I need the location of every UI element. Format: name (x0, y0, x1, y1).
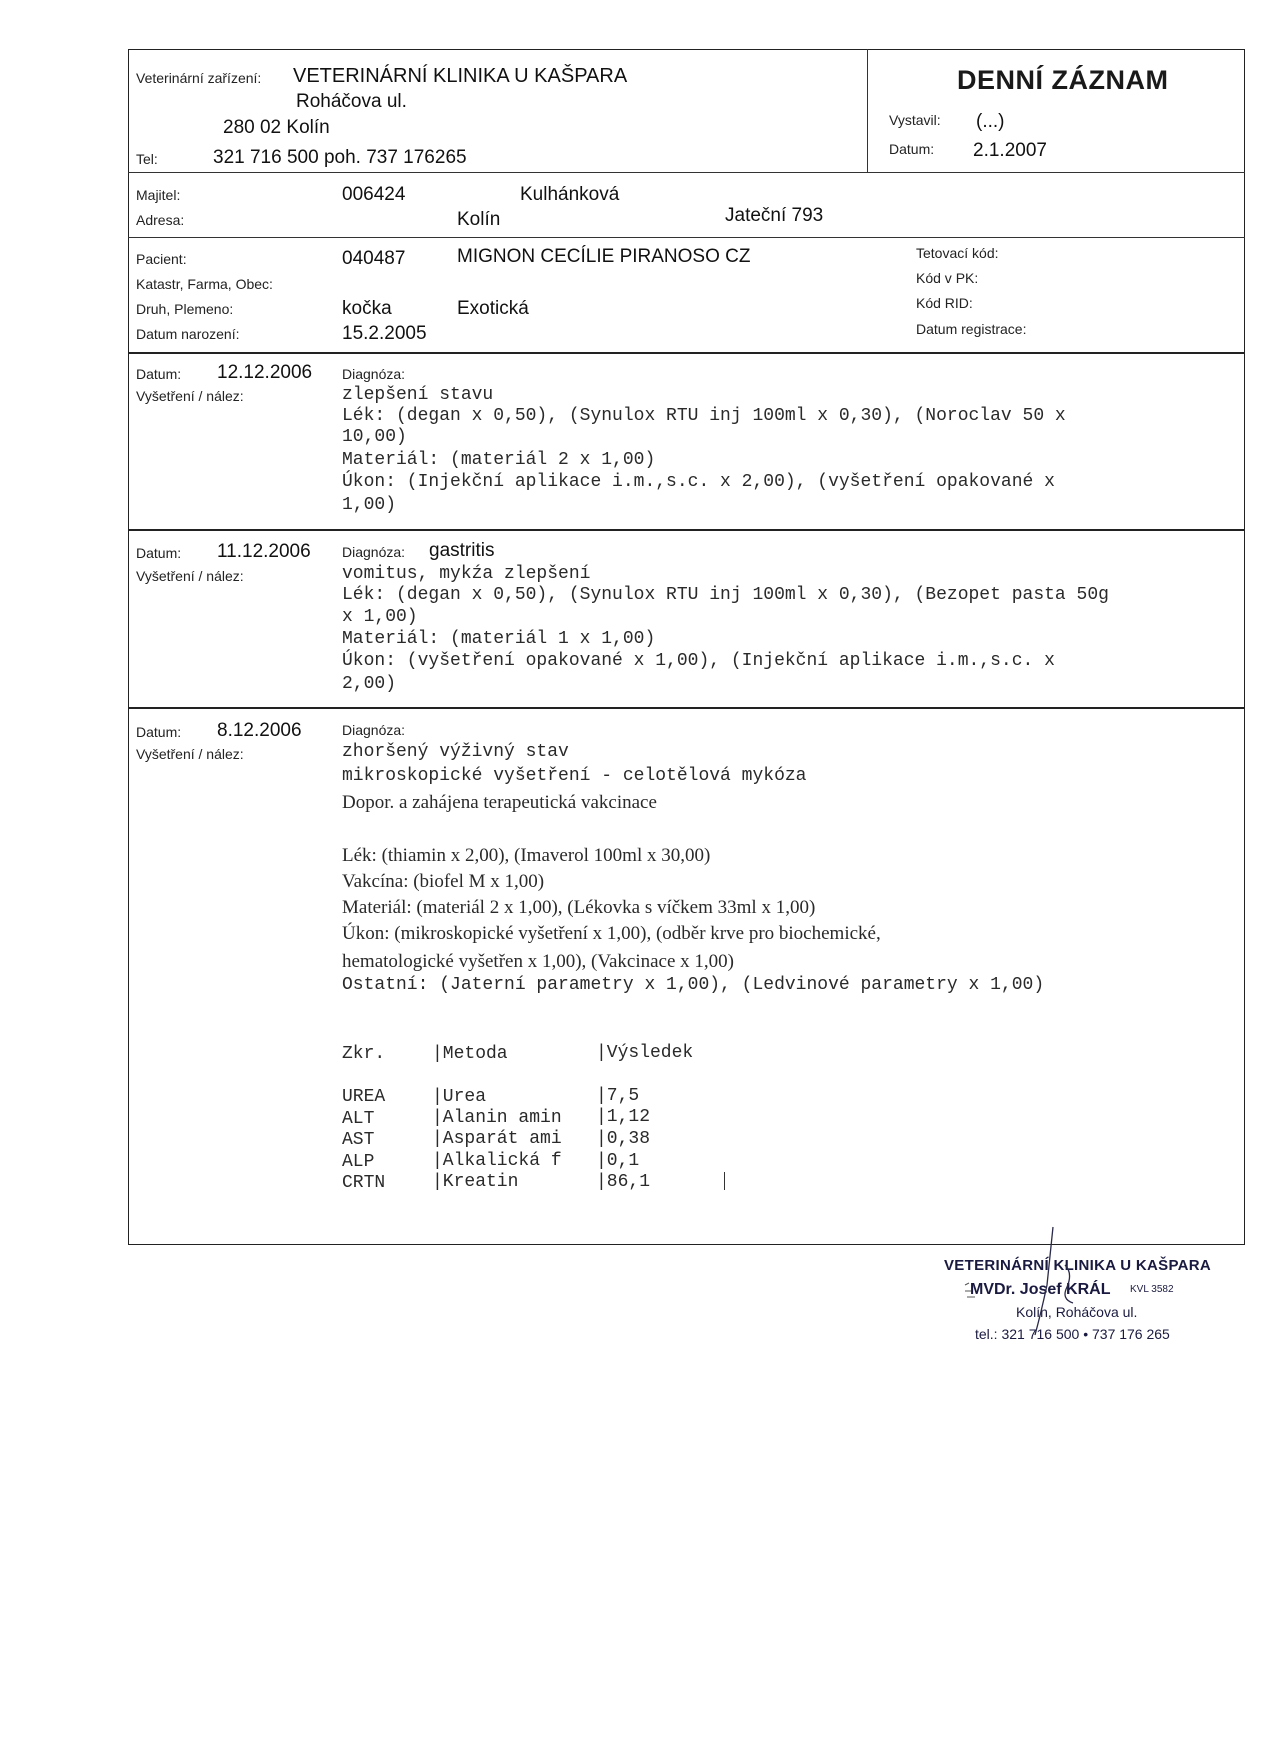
divider-header (128, 172, 1245, 173)
lab-header-abbr: Zkr. (342, 1044, 386, 1064)
registry-label: Katastr, Farma, Obec: (136, 276, 273, 292)
record-line: Lék: (degan x 0,50), (Synulox RTU inj 100ml x 0,30), (Bezopet pasta 50g (342, 585, 1109, 605)
record-line: Lék: (degan x 0,50), (Synulox RTU inj 100ml x 0,30), (Noroclav 50 x (342, 406, 1066, 426)
record-date: 12.12.2006 (217, 362, 313, 383)
page-title: DENNÍ ZÁZNAM (957, 65, 1169, 95)
stamp-phone: tel.: 321 716 500 • 737 176 265 (975, 1326, 1170, 1342)
issued-value: (...) (976, 111, 1005, 132)
pk-label: Kód v PK: (916, 270, 979, 286)
patient-name: MIGNON CECÍLIE PIRANOSO CZ (457, 246, 751, 267)
address-label: Adresa: (136, 212, 185, 228)
record-line: vomitus, mykźa zlepšení (342, 564, 591, 584)
record-line: 1,00) (342, 495, 397, 515)
header-date-label: Datum: (889, 141, 935, 157)
record-line: Lék: (thiamin x 2,00), (Imaverol 100ml x 30,00) (342, 845, 711, 866)
divider-record-2 (128, 707, 1245, 709)
record-line: Vakcína: (biofel M x 1,00) (342, 871, 545, 892)
record-line: Úkon: (mikroskopické vyšetření x 1,00), (odběr krve pro biochemické, (342, 923, 881, 944)
record-line: 10,00) (342, 427, 407, 447)
divider-record-1 (128, 529, 1245, 531)
address-city: Kolín (457, 209, 501, 230)
record-line: zhoršený výživný stav (342, 742, 569, 762)
record-line: Úkon: (Injekční aplikace i.m.,s.c. x 2,00), (vyšetření opakované x (342, 472, 1055, 492)
record-exam-label: Vyšetření / nález: (136, 388, 244, 404)
record-diagnosis-label: Diagnóza: (342, 722, 406, 738)
divider-patient (128, 352, 1245, 354)
stamp-code: KVL 3582 (1130, 1284, 1174, 1295)
patient-id: 040487 (342, 248, 406, 269)
record-line: Ostatní: (Jaterní parametry x 1,00), (Ledvinové parametry x 1,00) (342, 975, 1045, 995)
stamp-clinic-name: VETERINÁRNÍ KLINIKA U KAŠPARA (944, 1257, 1212, 1274)
lab-row-result: |0,1 (596, 1151, 640, 1171)
record-line: Materiál: (materiál 2 x 1,00), (Lékovka s víčkem 33ml x 1,00) (342, 897, 816, 918)
record-diagnosis: gastritis (429, 540, 495, 561)
lab-row-method: |Alkalická f (432, 1151, 562, 1171)
record-line: Dopor. a zahájena terapeutická vakcinace (342, 792, 657, 813)
lab-row-method: |Asparát ami (432, 1129, 562, 1149)
record-line: x 1,00) (342, 607, 418, 627)
record-line: Úkon: (vyšetření opakované x 1,00), (Injekční aplikace i.m.,s.c. x (342, 651, 1055, 671)
record-exam-label: Vyšetření / nález: (136, 568, 244, 584)
record-date-label: Datum: (136, 724, 182, 740)
species-value: kočka (342, 298, 392, 319)
divider-owner (128, 237, 1245, 238)
owner-name: Kulhánková (520, 184, 620, 205)
issued-label: Vystavil: (889, 112, 941, 128)
lab-row-abbr: UREA (342, 1087, 386, 1107)
lab-row-result: |1,12 (596, 1107, 651, 1127)
lab-row-method: |Kreatin (432, 1172, 519, 1192)
facility-city: 280 02 Kolín (223, 117, 330, 138)
breed-value: Exotická (457, 298, 529, 319)
facility-street: Roháčova ul. (296, 91, 407, 112)
record-diagnosis-label: Diagnóza: (342, 366, 406, 382)
record-line: zlepšení stavu (342, 385, 494, 405)
lab-row-abbr: CRTN (342, 1173, 386, 1193)
tattoo-label: Tetovací kód: (916, 245, 999, 261)
lab-header-result: |Výsledek (596, 1043, 694, 1063)
owner-id: 006424 (342, 184, 406, 205)
signature-icon (955, 1225, 1155, 1350)
record-date-label: Datum: (136, 545, 182, 561)
address-street: Jateční 793 (725, 205, 824, 226)
birth-date: 15.2.2005 (342, 323, 427, 344)
record-date-label: Datum: (136, 366, 182, 382)
stamp-doctor: MVDr. Josef KRÁL (970, 1281, 1111, 1298)
record-line: Materiál: (materiál 1 x 1,00) (342, 629, 656, 649)
tel-label: Tel: (136, 151, 158, 167)
lab-row-abbr: ALP (342, 1152, 375, 1172)
reg-date-label: Datum registrace: (916, 321, 1027, 337)
record-diagnosis-label: Diagnóza: (342, 544, 406, 560)
record-line: mikroskopické vyšetření - celotělová mykóza (342, 766, 807, 786)
record-exam-label: Vyšetření / nález: (136, 746, 244, 762)
record-line: hematologické vyšetřen x 1,00), (Vakcinace x 1,00) (342, 951, 735, 972)
lab-row-result: |7,5 (596, 1086, 640, 1106)
lab-row-abbr: ALT (342, 1109, 375, 1129)
record-date: 8.12.2006 (217, 720, 302, 741)
lab-row-result: |0,38 (596, 1129, 651, 1149)
lab-table-end-mark (724, 1172, 725, 1190)
lab-row-method: |Alanin amin (432, 1108, 562, 1128)
record-line: 2,00) (342, 674, 397, 694)
header-date-value: 2.1.2007 (973, 140, 1047, 161)
lab-header-method: |Metoda (432, 1044, 508, 1064)
record-frame (128, 49, 1245, 1245)
lab-row-result: |86,1 (596, 1172, 651, 1192)
lab-row-method: |Urea (432, 1087, 487, 1107)
record-line: Materiál: (materiál 2 x 1,00) (342, 450, 656, 470)
patient-label: Pacient: (136, 251, 187, 267)
facility-name: VETERINÁRNÍ KLINIKA U KAŠPARA (293, 65, 628, 87)
record-date: 11.12.2006 (217, 541, 311, 562)
facility-label: Veterinární zařízení: (136, 70, 262, 86)
birth-label: Datum narození: (136, 326, 240, 342)
species-label: Druh, Plemeno: (136, 301, 234, 317)
header-divider (867, 49, 868, 172)
rid-label: Kód RID: (916, 295, 973, 311)
tel-value: 321 716 500 poh. 737 176265 (213, 147, 467, 168)
owner-label: Majitel: (136, 187, 181, 203)
lab-row-abbr: AST (342, 1130, 375, 1150)
stamp-address: Kolín, Roháčova ul. (1016, 1304, 1138, 1320)
